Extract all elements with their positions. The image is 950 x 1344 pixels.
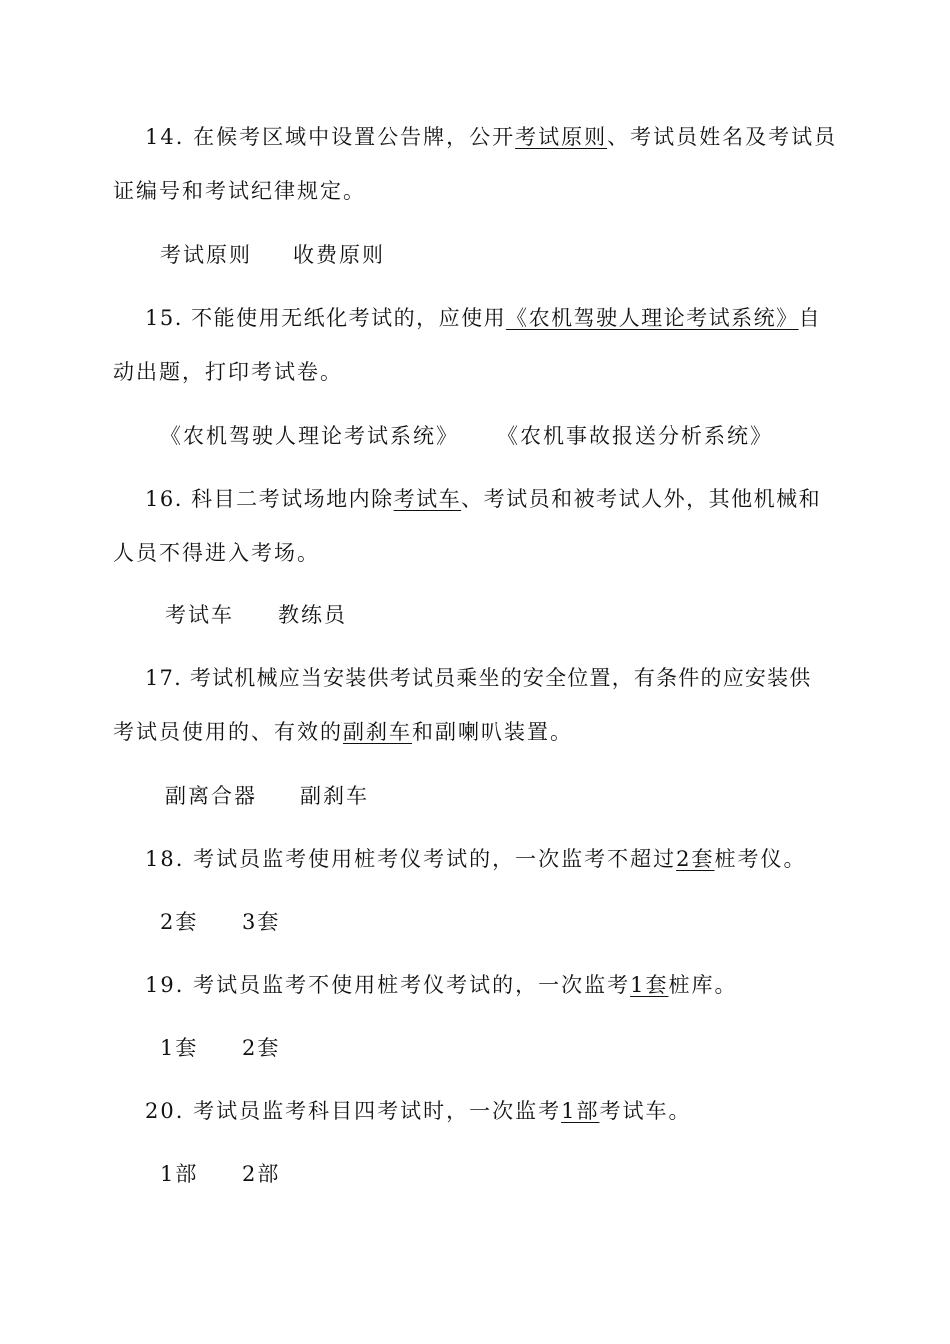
- option-b: 《农机事故报送分析系统》: [497, 424, 773, 448]
- question-text: 科目二考试场地内除: [191, 487, 394, 511]
- option-b: 2套: [242, 1036, 281, 1060]
- question-text: 考试员监考不使用桩考仪考试的，一次监考: [193, 973, 631, 997]
- option-b: 2部: [242, 1162, 281, 1186]
- option-a: 考试车: [165, 603, 234, 627]
- answer-underlined: 1部: [561, 1099, 600, 1123]
- question-text: 自: [798, 306, 822, 330]
- answer-underlined: 1套: [630, 973, 669, 997]
- option-b: 3套: [242, 910, 281, 934]
- question-20-line-1: [145, 1097, 845, 1125]
- answer-underlined: 考试车: [393, 487, 462, 511]
- option-a: 副离合器: [165, 784, 257, 808]
- question-number: 18.: [145, 847, 185, 871]
- question-14-line-2: 证编号和考试纪律规定。: [113, 179, 366, 203]
- question-15-line-1: [145, 304, 845, 332]
- option-b: 收费原则: [293, 243, 385, 267]
- answer-underlined: 考试原则: [515, 125, 608, 149]
- question-17-line-1: [145, 664, 845, 692]
- option-a: 《农机驾驶人理论考试系统》: [160, 424, 459, 448]
- question-number: 20.: [145, 1099, 185, 1123]
- question-number: 17.: [145, 666, 182, 690]
- question-number: 16.: [145, 487, 183, 511]
- question-number: 19.: [145, 973, 185, 997]
- option-a: 2套: [160, 910, 199, 934]
- option-b: 副刹车: [300, 784, 369, 808]
- question-text: 不能使用无纸化考试的，应使用: [191, 306, 507, 330]
- question-19-line-1: [145, 971, 845, 999]
- question-text: 在候考区域中设置公告牌，公开: [193, 125, 516, 149]
- answer-underlined: 副刹车: [343, 720, 412, 744]
- question-15-line-2: 动出题，打印考试卷。: [113, 360, 343, 384]
- question-text: 考试车。: [599, 1099, 692, 1123]
- question-16-line-1: [145, 485, 845, 513]
- question-text: 考试员使用的、有效的: [113, 720, 343, 744]
- question-number: 14.: [145, 125, 185, 149]
- question-text: 考试机械应当安装供考试员乘坐的安全位置，有条件的应安装供: [189, 666, 812, 690]
- question-17-line-2: [113, 718, 843, 746]
- question-text: 、考试员姓名及考试员: [607, 125, 838, 149]
- answer-underlined: 《农机驾驶人理论考试系统》: [506, 306, 799, 330]
- question-number: 15.: [145, 306, 183, 330]
- question-18-line-1: [145, 845, 845, 873]
- question-16-line-2: 人员不得进入考场。: [113, 541, 320, 565]
- option-a: 1部: [160, 1162, 199, 1186]
- option-a: 考试原则: [160, 243, 252, 267]
- question-text: 考试员监考使用桩考仪考试的，一次监考不超过: [193, 847, 677, 871]
- question-text: 桩库。: [668, 973, 738, 997]
- question-14-line-1: [145, 123, 845, 151]
- option-a: 1套: [160, 1036, 199, 1060]
- option-b: 教练员: [278, 603, 347, 627]
- question-text: 、考试员和被考试人外，其他机械和: [461, 487, 822, 511]
- answer-underlined: 2套: [676, 847, 715, 871]
- question-text: 考试员监考科目四考试时，一次监考: [193, 1099, 562, 1123]
- question-text: 桩考仪。: [714, 847, 807, 871]
- question-text: 和副喇叭装置。: [412, 720, 573, 744]
